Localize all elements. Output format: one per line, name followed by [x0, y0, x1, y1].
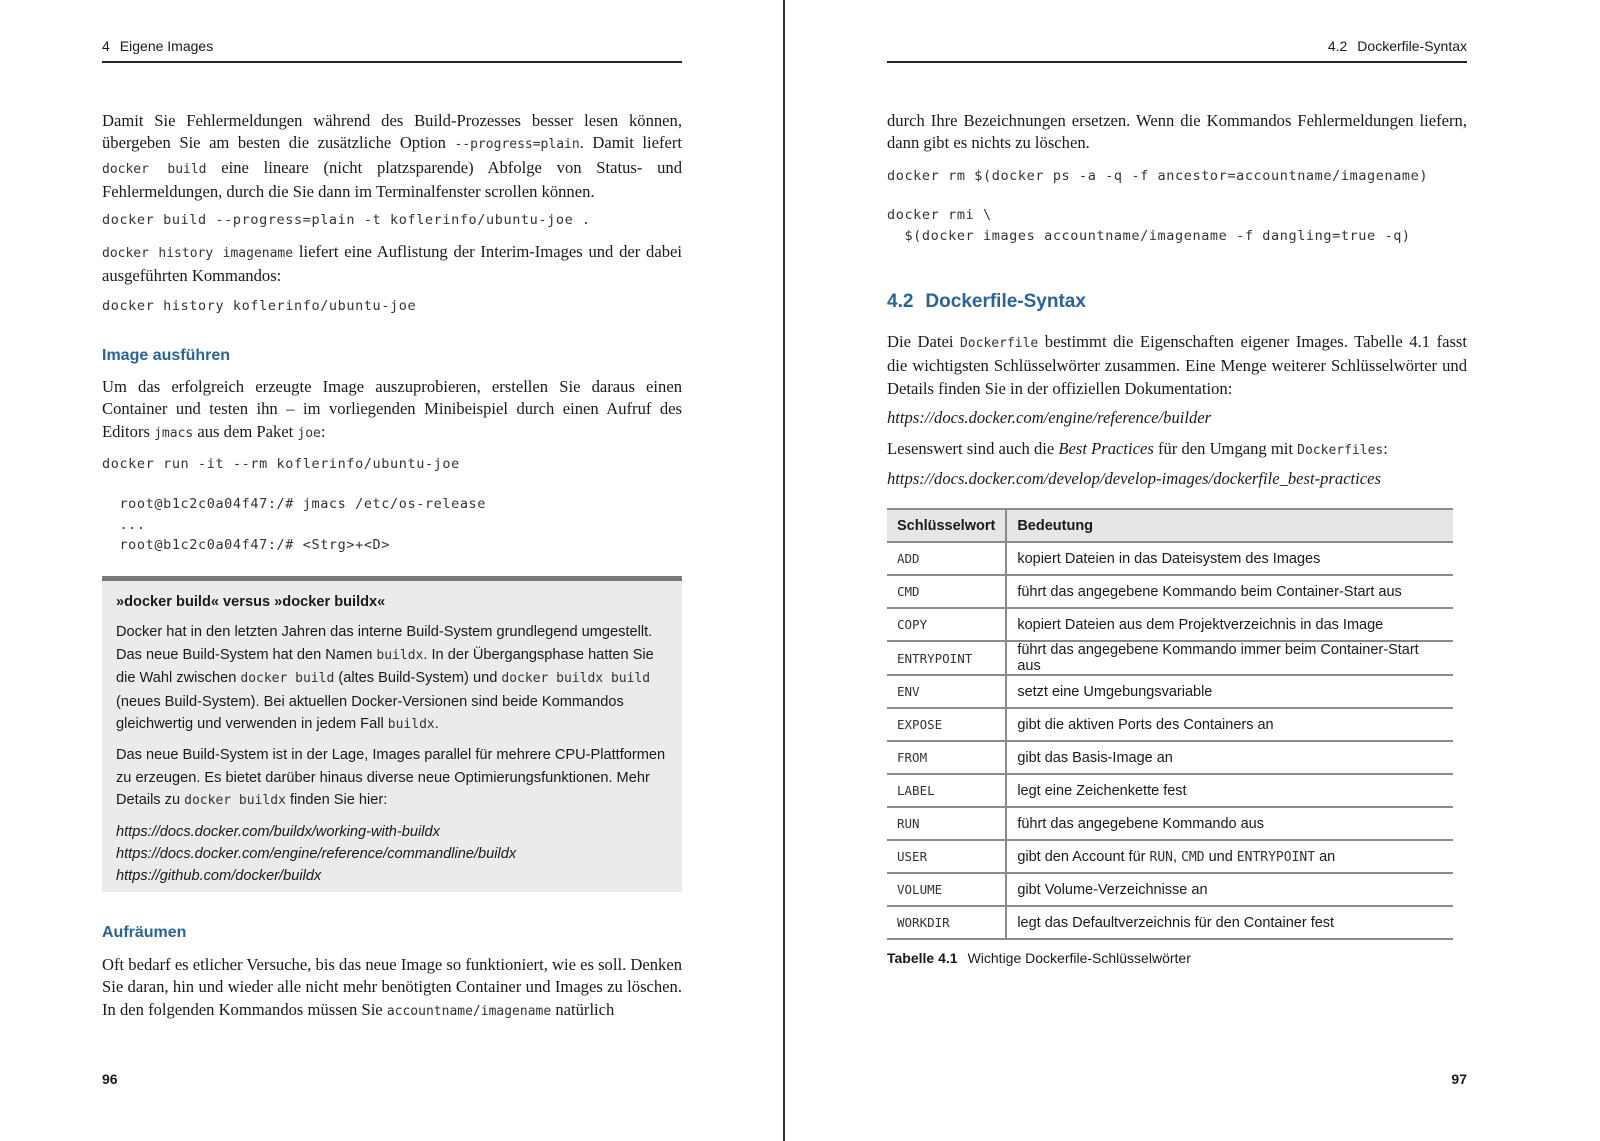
subheading: Aufräumen: [102, 924, 187, 941]
code-line: docker rm $(docker ps -a -q -f ancestor=accountname/imagename): [887, 168, 1429, 184]
text-run: durch Ihre Bezeichnungen ersetzen. Wenn die Kommandos Fehlermeldungen liefern, dann gibt es nichts zu löschen.: [887, 111, 1467, 153]
section-number: 4.2: [1327, 38, 1348, 54]
description-cell: [1006, 608, 1453, 641]
description-cell: [1006, 906, 1453, 939]
keyword-cell: CMD: [887, 575, 1006, 608]
page-number: 97: [1451, 1071, 1467, 1087]
text-run: .: [434, 716, 439, 733]
subheading: Image ausführen: [102, 347, 231, 364]
table-row: [887, 741, 1453, 774]
text-run: Das neue Build-System ist in der Lage, Images parallel für mehrere CPU-Plattformen zu erzeugen. Es bietet darüber hinaus diverse neue Optimierungsfunktionen. Mehr Details zu: [116, 747, 666, 809]
link[interactable]: https://docs.docker.com/engine/reference/builder: [887, 408, 1212, 427]
caption-text: Wichtige Dockerfile-Schlüsselwörter: [967, 950, 1191, 966]
table-row: [887, 906, 1453, 939]
text-run: legt eine Zeichenkette fest: [1017, 782, 1187, 799]
table-header-row: [887, 509, 1453, 542]
text-run: ,: [1173, 848, 1182, 865]
right-page: [887, 0, 1467, 1141]
text-run: finden Sie hier:: [285, 792, 388, 809]
text-run: kopiert Dateien in das Dateisystem des Images: [1017, 550, 1321, 567]
description-cell: [1006, 708, 1453, 741]
chapter-number: 4: [102, 38, 110, 54]
paragraph: [102, 954, 682, 1023]
text-run: für den Umgang mit: [1153, 439, 1298, 458]
text-run: setzt eine Umgebungsvariable: [1017, 683, 1213, 700]
keyword-table: [887, 508, 1453, 940]
inline-code: RUN: [1149, 849, 1173, 865]
text-run: kopiert Dateien aus dem Projektverzeichnis in das Image: [1017, 616, 1384, 633]
running-header: [102, 38, 682, 54]
section-heading: [887, 291, 1086, 313]
text-run: bestimmt die Eigenschaften eigener Images. Tabelle 4.1 fasst die wichtigsten Schlüsselwörter zusammen. Eine Menge weiterer Schlüsselwörter und Details finden Sie in der offiziellen Dokumentation:: [887, 332, 1467, 398]
code-line: docker run -it --rm koflerinfo/ubuntu-joe: [102, 456, 460, 472]
info-box-paragraph: [116, 744, 668, 812]
paragraph: [102, 110, 682, 204]
text-run: gibt Volume-Verzeichnisse an: [1017, 881, 1208, 898]
inline-code: CMD: [1181, 849, 1205, 865]
table-row: [887, 675, 1453, 708]
inline-code: Dockerfile: [959, 336, 1039, 351]
inline-code: docker buildx build: [501, 671, 651, 687]
description-cell: [1006, 873, 1453, 906]
terminal-output: root@b1c2c0a04f47:/# jmacs /etc/os-release ... root@b1c2c0a04f47:/# <Strg>+<D>: [119, 496, 487, 553]
text-run: (altes Build-System) und: [334, 670, 502, 687]
running-header: [887, 38, 1467, 54]
text-run: (neues Build-System). Bei aktuellen Docker-Versionen sind beide Kommandos gleichwertig und verwenden in jedem Fall: [116, 693, 624, 733]
emphasis: Best Practices: [1058, 439, 1154, 458]
text-run: :: [1383, 439, 1388, 458]
link[interactable]: https://github.com/docker/buildx: [116, 868, 322, 885]
inline-code: docker build: [102, 161, 207, 177]
text-run: führt das angegebene Kommando immer beim Container-Start aus: [1017, 642, 1419, 674]
info-box-title: »docker build« versus »docker buildx«: [116, 594, 386, 610]
table-row: [887, 774, 1453, 807]
text-run: Docker hat in den letzten Jahren das interne Build-System grundlegend umgestellt. Das neue Build-System hat den Namen: [116, 624, 653, 663]
text-run: gibt die aktiven Ports des Containers an: [1017, 716, 1274, 733]
text-run: gibt den Account für: [1017, 848, 1150, 865]
info-box: [102, 576, 682, 892]
code-line: docker build --progress=plain -t koflerinfo/ubuntu-joe .: [102, 212, 591, 228]
paragraph: [102, 376, 682, 445]
table-row: [887, 608, 1453, 641]
paragraph: [887, 331, 1467, 400]
inline-code: --progress=plain: [454, 137, 580, 153]
inline-code: joe: [297, 425, 321, 441]
page-number: 96: [102, 1071, 118, 1087]
header-rule: [102, 61, 682, 63]
page-gutter: [783, 0, 785, 1141]
keyword-cell: ADD: [887, 542, 1006, 575]
link[interactable]: https://docs.docker.com/buildx/working-with-buildx: [116, 823, 440, 840]
text-run: . Damit liefert: [579, 133, 682, 153]
info-box-links: [116, 821, 668, 888]
description-cell: [1006, 575, 1453, 608]
description-cell: [1006, 741, 1453, 774]
table-row: [887, 873, 1453, 906]
text-run: natürlich: [551, 999, 615, 1019]
keyword-cell: LABEL: [887, 774, 1006, 807]
info-box-paragraph: [116, 621, 668, 736]
inline-code: jmacs: [154, 425, 194, 441]
description-cell: [1006, 774, 1453, 807]
inline-code: docker buildx: [184, 793, 286, 809]
section-heading-number: 4.2: [887, 291, 914, 312]
left-page: [102, 0, 682, 1141]
text-run: Um das erfolgreich erzeugte Image auszuprobieren, erstellen Sie daraus einen Container und testen ihn – im vorliegenden Minibeispiel durch einen Aufruf des Editors: [102, 377, 682, 441]
chapter-title: Eigene Images: [119, 38, 214, 54]
column-header: Bedeutung: [1006, 509, 1453, 542]
keyword-cell: RUN: [887, 807, 1006, 840]
keyword-cell: ENV: [887, 675, 1006, 708]
keyword-cell: USER: [887, 840, 1006, 873]
text-run: an: [1315, 848, 1336, 865]
keyword-cell: FROM: [887, 741, 1006, 774]
description-cell: [1006, 675, 1453, 708]
table-row: [887, 575, 1453, 608]
text-run: Die Datei: [887, 332, 960, 351]
text-run: Lesenswert sind auch die: [887, 439, 1059, 458]
inline-code: accountname/imagename: [386, 1003, 552, 1019]
description-cell: [1006, 807, 1453, 840]
inline-code: docker history imagename: [102, 246, 294, 261]
text-run: eine lineare (nicht platzsparende) Abfolge von Status- und Fehlermeldungen, durch die Sie dann im Terminalfenster scrollen können.: [102, 157, 682, 202]
link[interactable]: https://docs.docker.com/develop/develop-images/dockerfile_best-practices: [887, 469, 1381, 488]
section-heading-title: Dockerfile-Syntax: [925, 291, 1086, 312]
text-run: :: [320, 421, 326, 441]
text-run: Oft bedarf es etlicher Versuche, bis das neue Image so funktioniert, wie es soll. Denken Sie daran, hin und wieder alle nicht mehr benötigten Container und Images zu löschen. In den folgenden Kommandos müssen Sie: [102, 955, 682, 1019]
table-row: [887, 708, 1453, 741]
text-run: liefert eine Auflistung der Interim-Images und der dabei ausgeführten Kommandos:: [102, 242, 682, 286]
text-run: und: [1204, 848, 1237, 865]
inline-code: buildx: [376, 647, 424, 663]
text-run: Damit Sie Fehlermeldungen während des Build-Prozesses besser lesen können, übergeben Sie am besten die zusätzliche Option: [102, 111, 682, 153]
table-caption: [887, 950, 1191, 966]
description-cell: [1006, 840, 1453, 873]
keyword-cell: ENTRYPOINT: [887, 641, 1006, 675]
text-run: aus dem Paket: [193, 421, 298, 441]
inline-code: ENTRYPOINT: [1236, 849, 1316, 865]
table-row: [887, 840, 1453, 873]
keyword-cell: WORKDIR: [887, 906, 1006, 939]
text-run: gibt das Basis-Image an: [1017, 749, 1173, 766]
code-block: docker rmi \ $(docker images accountname/imagename -f dangling=true -q): [887, 207, 1411, 244]
text-run: führt das angegebene Kommando aus: [1017, 815, 1264, 832]
header-rule: [887, 61, 1467, 63]
description-cell: [1006, 641, 1453, 675]
section-title: Dockerfile-Syntax: [1357, 38, 1467, 54]
text-run: . In der Übergangsphase hatten Sie die Wahl zwischen: [116, 646, 654, 687]
inline-code: buildx: [387, 717, 435, 733]
paragraph: [102, 241, 682, 288]
description-cell: [1006, 542, 1453, 575]
text-run: führt das angegebene Kommando beim Container-Start aus: [1017, 583, 1402, 600]
table-row: [887, 542, 1453, 575]
text-run: legt das Defaultverzeichnis für den Container fest: [1017, 914, 1335, 931]
keyword-cell: COPY: [887, 608, 1006, 641]
caption-label: Tabelle 4.1: [887, 950, 958, 966]
paragraph: [887, 438, 1467, 462]
paragraph: [887, 110, 1467, 155]
column-header: Schlüsselwort: [887, 509, 1006, 542]
keyword-cell: VOLUME: [887, 873, 1006, 906]
inline-code: Dockerfiles: [1297, 443, 1384, 458]
code-line: docker history koflerinfo/ubuntu-joe: [102, 298, 417, 314]
table-row: [887, 641, 1453, 675]
inline-code: docker build: [240, 671, 335, 687]
table-row: [887, 807, 1453, 840]
keyword-cell: EXPOSE: [887, 708, 1006, 741]
link[interactable]: https://docs.docker.com/engine/reference/commandline/buildx: [116, 846, 517, 863]
